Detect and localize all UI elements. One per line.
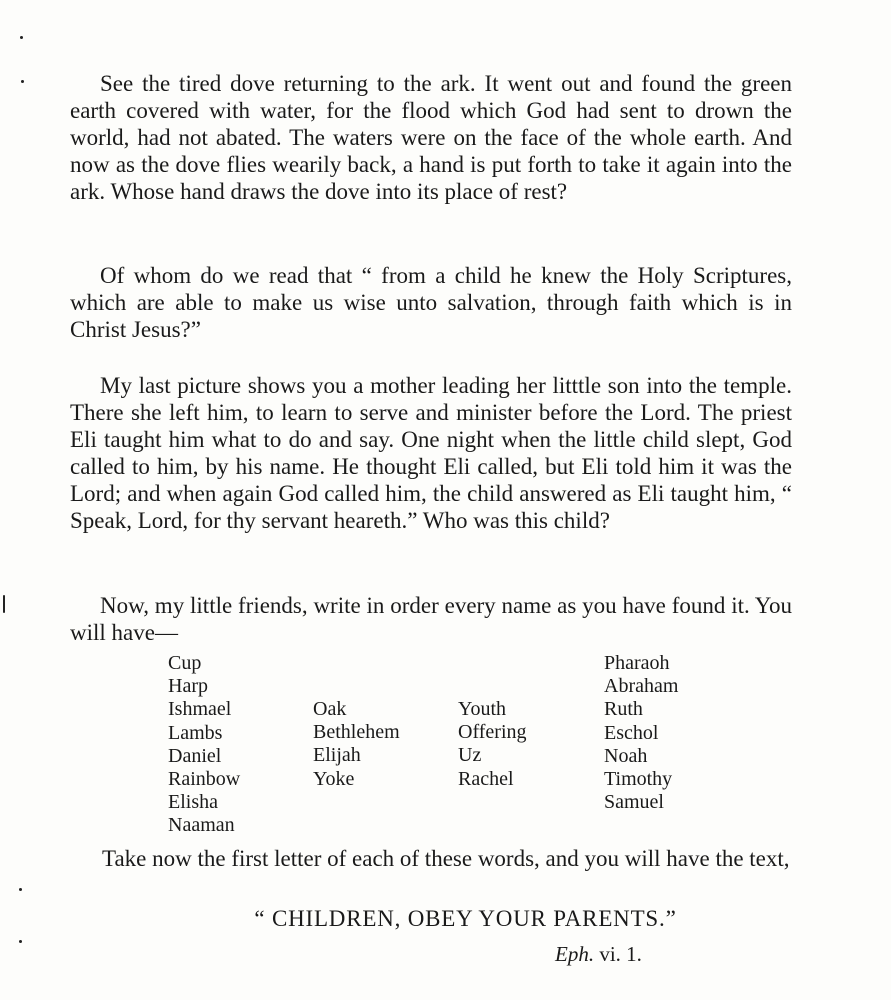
- list-item: Youth: [458, 698, 506, 720]
- margin-mark: [21, 80, 24, 83]
- list-item: Elisha: [168, 791, 218, 814]
- list-item: Rainbow: [168, 768, 241, 791]
- margin-mark: [19, 888, 22, 891]
- list-item: Bethlehem: [313, 721, 400, 744]
- reference-verse: vi. 1.: [594, 942, 642, 966]
- list-item: Eschol: [604, 721, 659, 744]
- reference-book: Eph.: [555, 942, 595, 966]
- scripture-reference: [555, 942, 642, 967]
- margin-mark: [19, 940, 22, 943]
- motto-text: “ CHILDREN, OBEY YOUR PARENTS.”: [254, 906, 677, 931]
- margin-mark: [3, 595, 5, 613]
- name-list-column-3: [458, 698, 527, 791]
- list-item: Cup: [168, 652, 202, 674]
- list-item: Noah: [604, 744, 648, 767]
- list-item: Pharaoh: [604, 652, 670, 674]
- list-item: Harp: [168, 675, 208, 698]
- list-item: Yoke: [313, 767, 355, 790]
- list-item: Offering: [458, 721, 527, 744]
- paragraph-friends: Now, my little friends, write in order every name as you have found it. You will have—: [70, 593, 792, 645]
- list-item: Ishmael: [168, 698, 232, 721]
- list-item: Elijah: [313, 744, 361, 767]
- list-item: Samuel: [604, 791, 664, 814]
- name-list-column-2: [313, 698, 400, 791]
- list-item: Uz: [458, 744, 482, 767]
- list-item: Naaman: [168, 814, 235, 837]
- list-item: Timothy: [604, 768, 673, 791]
- closing-instruction: Take now the first letter of each of these words, and you will have the text,: [102, 846, 790, 871]
- paragraph-dove: See the tired dove returning to the ark. It went out and found the green earth covered with water, for the flood which God had sent to drown the world, had not abated. The waters were on the face of the whole earth. And now as the dove flies wearily back, a hand is put forth to take it again into the ark. Whose hand draws the dove into its place of rest?: [70, 71, 792, 204]
- list-item: Daniel: [168, 744, 222, 767]
- list-item: Oak: [313, 698, 347, 720]
- paragraph-scriptures: Of whom do we read that “ from a child he knew the Holy Scriptures, which are able to make us wise unto salvation, through faith which is in Christ Jesus?”: [70, 263, 792, 342]
- list-item: Abraham: [604, 675, 679, 698]
- name-list-column-1: [168, 652, 240, 838]
- paragraph-temple: My last picture shows you a mother leading her litttle son into the temple. There she left him, to learn to serve and minister before the Lord. The priest Eli taught him what to do and say. One night when the little child slept, God called to him, by his name. He thought Eli called, but Eli told him it was the Lord; and when again God called him, the child answered as Eli taught him, “ Speak, Lord, for thy servant heareth.” Who was this child?: [70, 373, 792, 533]
- list-item: Lambs: [168, 721, 223, 744]
- margin-mark: [20, 36, 23, 39]
- list-item: Ruth: [604, 698, 643, 721]
- list-item: Rachel: [458, 767, 514, 790]
- name-list-column-4: [604, 652, 678, 814]
